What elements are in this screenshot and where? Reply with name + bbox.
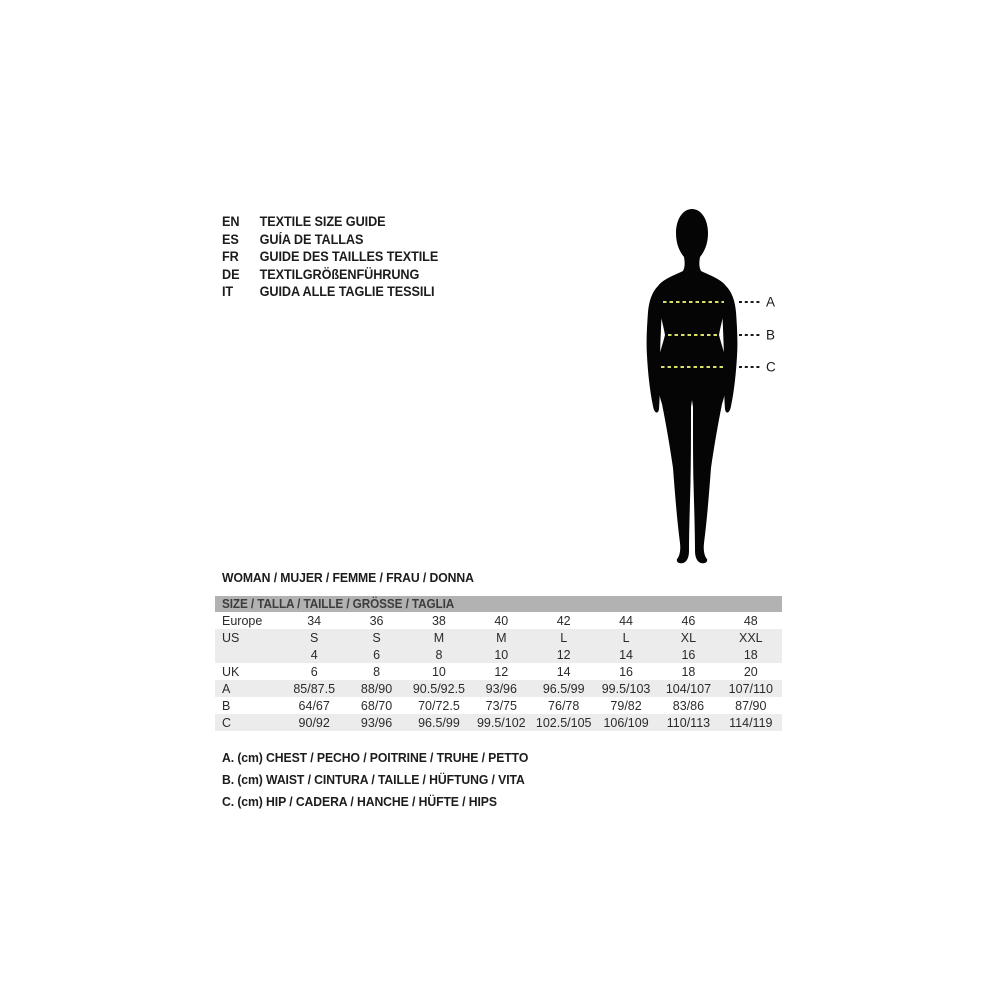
size-cell: 87/90 — [735, 698, 767, 713]
size-cell: M — [496, 630, 507, 645]
size-cell: 40 — [494, 613, 509, 628]
silhouette-body — [657, 209, 728, 563]
size-cell: XL — [680, 630, 697, 645]
lang-title: GUIDE DES TAILLES TEXTILE — [259, 249, 439, 265]
size-cell: S — [310, 630, 319, 645]
size-cell: 12 — [556, 647, 571, 662]
table-row — [215, 629, 782, 646]
size-cell: 6 — [373, 647, 381, 662]
row-label: US — [222, 630, 240, 645]
size-cell: 44 — [619, 613, 634, 628]
size-cell: 96.5/99 — [542, 681, 585, 696]
size-cell: L — [560, 630, 568, 645]
size-cell: 88/90 — [360, 681, 393, 696]
size-cell: 104/107 — [665, 681, 712, 696]
size-cell: 46 — [681, 613, 696, 628]
size-cell: 8 — [435, 647, 443, 662]
hip-label: C — [766, 359, 776, 375]
size-cell: 12 — [494, 664, 509, 679]
silhouette-right-arm — [722, 286, 737, 413]
language-title-list — [222, 213, 452, 301]
lang-code: EN — [222, 214, 240, 230]
gender-title: WOMAN / MUJER / FEMME / FRAU / DONNA — [222, 570, 474, 585]
size-cell: 6 — [310, 664, 318, 679]
size-cell: 38 — [431, 613, 446, 628]
size-table-header-label: SIZE / TALLA / TAILLE / GRÖSSE / TAGLIA — [222, 597, 455, 611]
table-row — [215, 646, 782, 663]
size-cell: 8 — [373, 664, 381, 679]
size-cell: 90.5/92.5 — [412, 681, 465, 696]
size-cell: 14 — [619, 647, 634, 662]
size-cell: 68/70 — [360, 698, 393, 713]
size-cell: 106/109 — [603, 715, 649, 730]
table-row — [215, 663, 782, 680]
size-cell: 99.5/103 — [601, 681, 651, 696]
size-cell: 76/78 — [548, 698, 580, 713]
size-table — [215, 596, 782, 731]
chest-label: A — [766, 294, 776, 310]
lang-row-de — [222, 266, 438, 284]
size-cell: 64/67 — [298, 698, 330, 713]
size-cell: 110/113 — [666, 715, 711, 730]
row-label: A — [222, 681, 231, 696]
size-cell: 114/119 — [729, 715, 773, 730]
lang-title: GUÍA DE TALLAS — [259, 231, 364, 247]
measurement-legend — [222, 746, 548, 812]
size-cell: 34 — [307, 613, 322, 628]
lang-row-it — [222, 283, 438, 301]
size-cell: 10 — [494, 647, 509, 662]
size-cell: 99.5/102 — [476, 715, 526, 730]
waist-label: B — [766, 327, 776, 343]
size-cell: L — [622, 630, 630, 645]
row-label: UK — [222, 664, 240, 679]
row-label: B — [222, 698, 231, 713]
size-cell: S — [372, 630, 381, 645]
size-cell: 70/72.5 — [418, 698, 460, 713]
size-cell: 36 — [369, 613, 384, 628]
silhouette-left-arm — [647, 286, 662, 413]
size-cell: 20 — [743, 664, 758, 679]
lang-title: TEXTILE SIZE GUIDE — [259, 214, 386, 230]
size-cell: 93/96 — [360, 715, 393, 730]
size-cell: 18 — [681, 664, 696, 679]
size-cell: 83/86 — [672, 698, 705, 713]
row-label: Europe — [222, 613, 263, 628]
size-cell: 4 — [310, 647, 318, 662]
row-label: C — [222, 715, 232, 730]
table-row — [215, 680, 782, 697]
lang-title: GUIDA ALLE TAGLIE TESSILI — [259, 284, 435, 300]
size-cell: M — [433, 630, 445, 645]
table-row — [215, 714, 782, 731]
lang-code: ES — [222, 231, 239, 247]
size-table-header — [215, 596, 782, 612]
table-row — [215, 697, 782, 714]
size-cell: 18 — [743, 647, 758, 662]
woman-silhouette-figure — [637, 202, 807, 574]
size-cell: 102.5/105 — [535, 715, 592, 730]
lang-row-fr — [222, 248, 438, 266]
lang-code: DE — [222, 266, 240, 282]
size-cell: 48 — [743, 613, 758, 628]
legend-line-hip: C. (cm) HIP / CADERA / HANCHE / HÜFTE / HIPS — [222, 793, 497, 809]
size-cell: 14 — [556, 664, 571, 679]
size-cell: 79/82 — [610, 698, 642, 713]
legend-line-waist: B. (cm) WAIST / CINTURA / TAILLE / HÜFTUNG / VITA — [222, 771, 525, 787]
table-row — [215, 612, 782, 629]
lang-code: IT — [222, 284, 234, 300]
size-cell: 42 — [556, 613, 571, 628]
size-cell: 85/87.5 — [293, 681, 336, 696]
lang-row-en — [222, 213, 438, 231]
size-cell: XXL — [738, 630, 763, 645]
size-cell: 10 — [431, 664, 446, 679]
lang-row-es — [222, 231, 438, 249]
lang-title: TEXTILGRÖßENFÜHRUNG — [259, 266, 420, 282]
size-cell: 93/96 — [485, 681, 517, 696]
size-cell: 16 — [681, 647, 696, 662]
size-table-rows — [215, 612, 782, 731]
lang-code: FR — [222, 249, 239, 265]
size-cell: 96.5/99 — [418, 715, 460, 730]
size-cell: 107/110 — [728, 681, 773, 696]
size-cell: 16 — [619, 664, 634, 679]
legend-line-chest: A. (cm) CHEST / PECHO / POITRINE / TRUHE / PETTO — [222, 749, 529, 765]
size-cell: 90/92 — [298, 715, 330, 730]
size-cell: 73/75 — [485, 698, 517, 713]
